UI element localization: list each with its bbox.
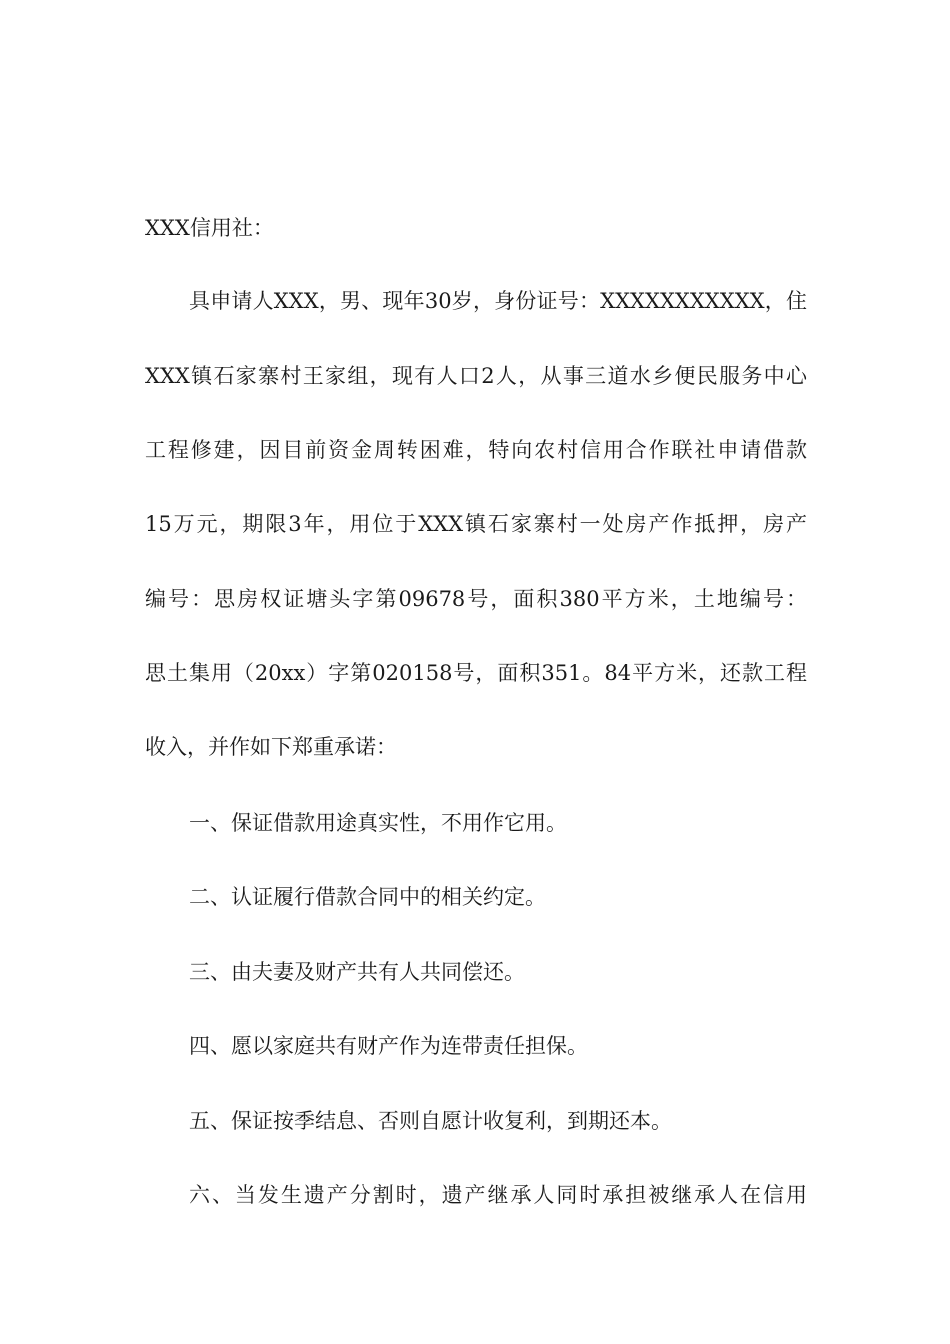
commitment-item: 六、当发生遗产分割时，遗产继承人同时承担被继承人在信用 (189, 1183, 807, 1207)
commitment-item: 二、认证履行借款合同中的相关约定。 (189, 885, 546, 909)
paragraph-line: 收入，并作如下郑重承诺： (145, 735, 397, 759)
salutation: XXX信用社： (145, 216, 274, 240)
paragraph-line: 工程修建，因目前资金周转困难，特向农村信用合作联社申请借款 (145, 438, 807, 462)
commitment-item: 一、保证借款用途真实性，不用作它用。 (189, 811, 567, 835)
commitment-item: 三、由夫妻及财产共有人共同偿还。 (189, 960, 525, 984)
commitment-item: 五、保证按季结息、否则自愿计收复利，到期还本。 (189, 1109, 672, 1133)
paragraph-line: 具申请人XXX，男、现年30岁，身份证号：XXXXXXXXXXX，住 (189, 289, 807, 313)
paragraph-line: 思土集用（20xx）字第020158号，面积351。84平方米，还款工程 (145, 661, 807, 685)
commitment-item: 四、愿以家庭共有财产作为连带责任担保。 (189, 1034, 588, 1058)
paragraph-line: 15万元，期限3年，用位于XXX镇石家寨村一处房产作抵押，房产 (145, 512, 807, 536)
paragraph-line: 编号：思房权证塘头字第09678号，面积380平方米，土地编号： (145, 587, 807, 611)
paragraph-line: XXX镇石家寨村王家组，现有人口2人，从事三道水乡便民服务中心 (145, 364, 807, 388)
